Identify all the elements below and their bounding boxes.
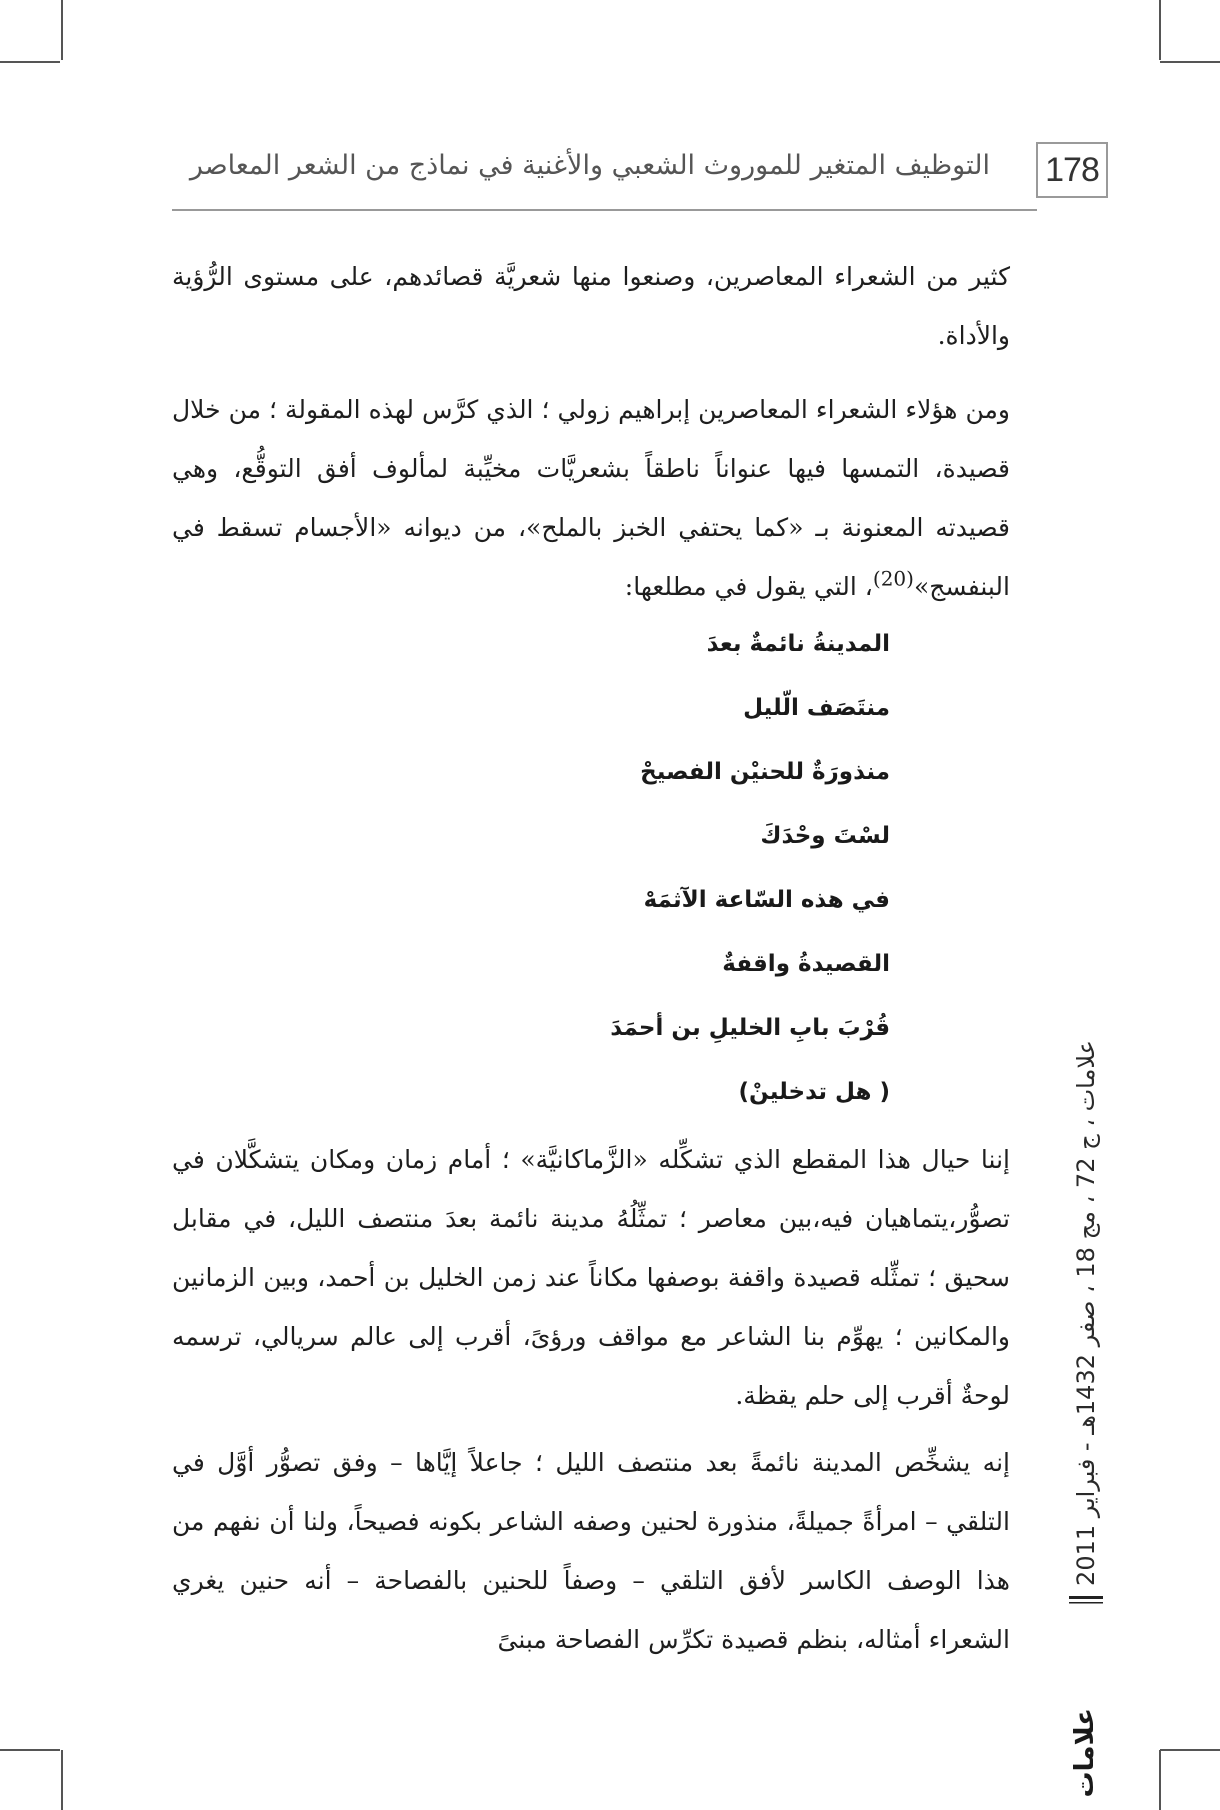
crop-mark bbox=[61, 0, 63, 60]
crop-mark bbox=[61, 1750, 63, 1810]
verse-line: ( هل تدخلينْ) bbox=[738, 1079, 890, 1105]
paragraph-2-text: ومن هؤلاء الشعراء المعاصرين إبراهيم زولي ؛ الذي كرَّس لهذه المقولة ؛ من خلال قصيدة، التمسها فيها عنواناً ناطقاً بشعريَّات مخيِّبة لمألوف أفق التوقُّع، وهي قصيدته المعنونة بـ «كما يحتفي الخبز بالملح»، من ديوانه «الأجسام تسقط في البنفسج» bbox=[172, 395, 1010, 601]
journal-citation: علامات ، ج 72 ، مج 18 ، صفر 1432هـ - فبراير 2011 bbox=[1072, 1040, 1100, 1586]
paragraph-2-tail: ، التي يقول في مطلعها: bbox=[624, 572, 873, 601]
paragraph-3: إننا حيال هذا المقطع الذي تشكِّله «الزَّماكانيَّة» ؛ أمام زمان ومكان يتشكَّلان في تصوُّر،يتماهيان فيه،بين معاصر ؛ تمثِّلُهُ مدينة نائمة بعدَ منتصف الليل، في مقابل سحيق ؛ تمثِّله قصيدة واقفة بوصفها مكاناً عند زمن الخليل بن أحمد، وبين الزمانين والمكانين ؛ يهوِّم بنا الشاعر مع مواقف ورؤىً، أقرب إلى عالم سريالي، ترسمه لوحةٌ أقرب إلى حلم يقظة. bbox=[172, 1145, 1010, 1410]
crop-mark bbox=[1160, 1749, 1220, 1751]
crop-mark bbox=[0, 61, 60, 63]
page-number: 178 bbox=[1036, 142, 1108, 198]
running-header: التوظيف المتغير للموروث الشعبي والأغنية في نماذج من الشعر المعاصر bbox=[189, 150, 990, 181]
verse-line: القصيدةُ واقفةٌ bbox=[722, 951, 890, 977]
crop-mark bbox=[1159, 0, 1161, 60]
journal-logo-text: علامات bbox=[1070, 1708, 1100, 1798]
verse-line: قُرْبَ بابِ الخليلِ بن أحمَدَ bbox=[610, 1015, 890, 1041]
poem-excerpt bbox=[560, 612, 890, 1124]
crop-mark bbox=[1160, 61, 1220, 63]
verse-line: لسْتَ وحْدَكَ bbox=[760, 823, 890, 849]
verse-line: في هذه السّاعة الآثمَهْ bbox=[643, 887, 890, 913]
crop-mark bbox=[0, 1749, 60, 1751]
journal-logo bbox=[1063, 1596, 1109, 1798]
footnote-reference: (20) bbox=[872, 566, 914, 591]
verse-line: المدينةُ نائمةٌ بعدَ bbox=[706, 631, 890, 657]
paragraph-4: إنه يشخِّص المدينة نائمةً بعد منتصف الليل ؛ جاعلاً إيَّاها – وفق تصوُّر أوَّل في التلقي – امرأةً جميلةً، منذورة لحنين وصفه الشاعر بكونه فصيحاً، ولنا أن نفهم من هذا الوصف الكاسر لأفق التلقي – وصفاً للحنين بالفصاحة – أنه حنين يغري الشعراء أمثاله، بنظم قصيدة تكرِّس الفصاحة مبنىً bbox=[172, 1448, 1010, 1654]
verse-line: منذورَةٌ للحنيْن الفصيحْ bbox=[640, 759, 890, 785]
verse-line: منتَصَف الّليل bbox=[743, 695, 890, 721]
paragraph-1: كثير من الشعراء المعاصرين، وصنعوا منها شعريَّة قصائدهم، على مستوى الرُّؤية والأداة. bbox=[172, 262, 1010, 350]
header-divider bbox=[172, 209, 1037, 211]
paragraph-2 bbox=[172, 380, 1010, 616]
crop-mark bbox=[1159, 1750, 1161, 1810]
